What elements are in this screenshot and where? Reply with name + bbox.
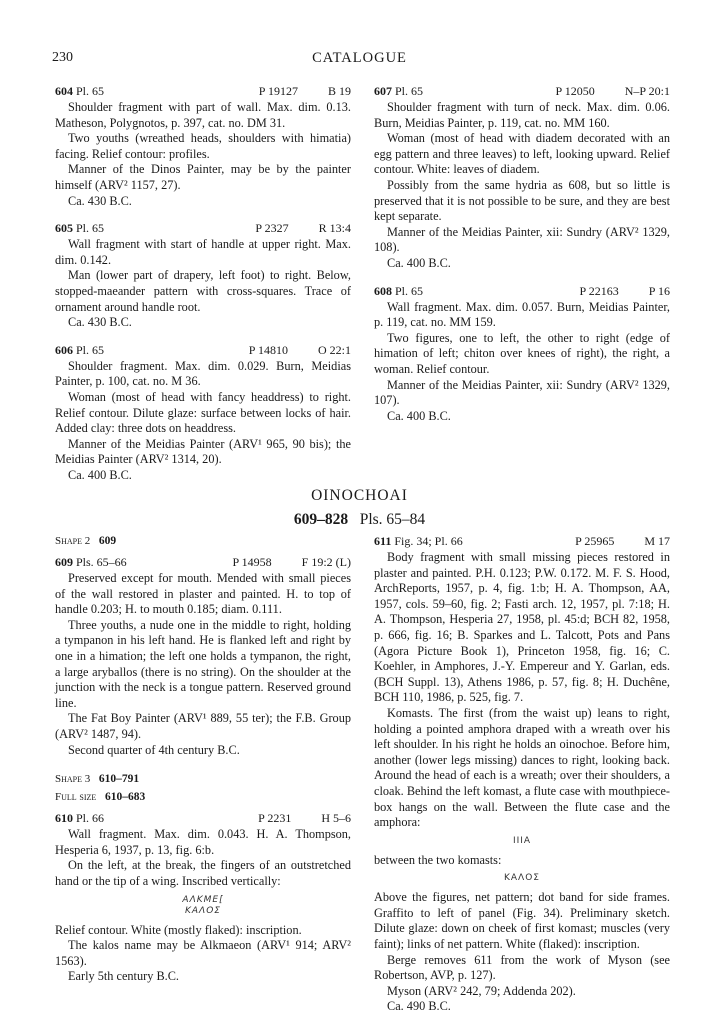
catalogue-entry-606 [55, 343, 351, 484]
shape-2-range: 609 [98, 535, 117, 547]
entry-paragraph: Manner of the Meidias Painter, xii: Sundry (ARV² 1329, 108). [374, 224, 670, 255]
entry-number: 607 [374, 84, 392, 98]
running-head [52, 50, 667, 70]
entry-inventory: P 25965 M 17 [575, 534, 670, 548]
entry-date: Ca. 490 B.C. [387, 999, 451, 1014]
entry-paragraph: On the left, at the break, the fingers of an outstretched hand or the tip of a wing. Inscribed vertically: [55, 858, 351, 888]
entry-plate: Pl. 65 [76, 342, 105, 357]
entry-header [55, 343, 351, 359]
entry-paragraph: Possibly from the same hydria as 608, but so little is preserved that it is not possible to be sure, and they are best kept separate. [374, 177, 670, 224]
section-title: OINOCHOAI [311, 487, 408, 504]
entry-inventory: P 19127 B 19 [258, 84, 351, 98]
entry-date: Ca. 400 B.C. [387, 255, 451, 270]
entry-date: Ca. 400 B.C. [68, 467, 132, 482]
inscription-graffito [55, 895, 351, 917]
inscription-graffito-1: ΙΙΙΑ [512, 835, 532, 846]
entry-number: 611 [374, 534, 392, 548]
catalogue-entry-604 [55, 84, 351, 209]
right-column-top [374, 84, 670, 424]
entry-inventory: P 14958 F 19:2 (L) [232, 555, 351, 569]
entry-paragraph: Man (lower part of drapery, left foot) to right. Below, stopped-maeander pattern with cross-squares. Trace of ornament around handle root. [55, 268, 351, 314]
entry-inventory: P 14810 O 22:1 [248, 342, 351, 357]
entry-inventory: P 12050 N–P 20:1 [555, 84, 670, 98]
entry-plate: Pl. 65 [76, 84, 105, 98]
entry-number: 609 [55, 555, 73, 569]
entry-paragraph: Manner of the Meidias Painter, xii: Sundry (ARV² 1329, 107). [374, 377, 670, 408]
entry-header [55, 84, 351, 100]
entry-paragraph: Wall fragment with start of handle at upper right. Max. dim. 0.142. [55, 237, 351, 267]
entry-611 [374, 534, 670, 1015]
entry-paragraph: Manner of the Meidias Painter (ARV¹ 965, 90 bis); the Meidias Painter (ARV² 1314, 20). [55, 436, 351, 467]
entry-paragraph: Two youths (wreathed heads, shoulders with himatia) facing. Relief contour: profiles. [55, 131, 351, 161]
inscription-line: ΑΛΚΜΕ[ [182, 894, 224, 905]
entry-paragraph: Wall fragment. Max. dim. 0.057. Burn, Meidias Painter, p. 119, cat. no. MM 159. [374, 299, 670, 330]
entry-610 [55, 811, 351, 985]
entry-header [55, 555, 351, 571]
entry-paragraph: Komasts. The first (from the waist up) leans to right, holding a pointed amphora draped with a wreath over his left shoulder. In his right he holds an oinochoe. Before him, another (lower legs missing) dances to right, looking back. Around the head of each is a wreath; over their shoulders, a cloak. Behind the left komast, a flute case with mouthpiece-box hangs on the wall. Between the flute case and the amphora: [374, 705, 670, 830]
inscription-line: ΚΑΛΟΣ [185, 905, 221, 916]
shape-2-label: Shape 2 [55, 535, 91, 547]
section-range [0, 511, 719, 529]
entry-plate: Pl. 65 [395, 84, 424, 98]
entry-609 [55, 555, 351, 758]
entry-paragraph: Relief contour. White (mostly flaked): inscription. [55, 922, 302, 937]
entry-header [55, 221, 351, 237]
entry-plate: Pl. 66 [76, 811, 105, 826]
entry-paragraph: The Fat Boy Painter (ARV¹ 889, 55 ter); the F.B. Group (ARV² 1487, 94). [55, 711, 351, 741]
entry-plate: Fig. 34; Pl. 66 [394, 534, 463, 548]
entry-inventory: P 2231 H 5–6 [258, 811, 351, 826]
entry-header [374, 284, 670, 300]
left-column-top [55, 84, 351, 483]
entry-number: 608 [374, 283, 392, 298]
entry-inventory: P 22163 P 16 [579, 283, 670, 298]
entry-number: 606 [55, 342, 73, 357]
full-size-label: Full size [55, 791, 97, 804]
entry-number: 610 [55, 811, 73, 826]
entry-paragraph: Two figures, one to left, the other to right (edge of himation of left; chiton over knees of right), the right, a woman. Relief contour. [374, 330, 670, 376]
inscription-graffito-2: ΚΑΛΟΣ [504, 873, 540, 884]
shape-3-heading [55, 772, 351, 788]
entry-paragraph: Shoulder fragment with turn of neck. Max. dim. 0.06. Burn, Meidias Painter, p. 119, cat. no. MM 160. [374, 100, 670, 130]
entry-paragraph: Myson (ARV² 242, 79; Addenda 202). [387, 983, 576, 998]
entry-header [374, 84, 670, 100]
entry-paragraph: The kalos name may be Alkmaeon (ARV¹ 914; ARV² 1563). [55, 938, 351, 968]
entry-date: Ca. 400 B.C. [387, 408, 451, 423]
entry-plate: Pls. 65–66 [76, 555, 127, 569]
left-column-bottom [55, 534, 351, 985]
entry-paragraph: Second quarter of 4th century B.C. [68, 742, 240, 757]
entry-plate: Pl. 65 [76, 221, 105, 236]
running-title: CATALOGUE [312, 50, 407, 66]
entry-plate: Pl. 65 [395, 283, 424, 298]
shape-3-label: Shape 3 [55, 773, 91, 786]
entry-paragraph: Body fragment with small missing pieces restored in plaster and painted. P.H. 0.123; P.W. 0.172. M. F. S. Hood, ArchReports, 1957, p. 4, fig. 1:b; H. A. Thompson, AA, 1957, cols. 59–60, fig. 2; Fasti arch. 12, 1957, pl. 7:18; H. A. Thompson, Hesperia 27, 1958, pl. 45:d; BCH 82, 1958, p. 666, fig. 16; B. Sparkes and L. Talcott, Pots and Pans (Agora Picture Book 1), Princeton 1958, fig. 16; C. Koehler, in Amphores, J.-Y. Empereur and Y. Garlan, eds. (BCH Suppl. 13), Athens 1986, p. 57, fig. 8; H. Duchêne, BCH 110, 1986, p. 525, fig. 7. [374, 550, 670, 705]
shape-3-range: 610–791 [98, 773, 140, 786]
entry-paragraph: Above the figures, net pattern; dot band for side frames. Graffito to left of panel (Fig. 34). Preliminary sketch. Dilute glaze: down on cheek of first komast; muscles (very faint); links of net pattern. White (flaked): inscription. [374, 890, 670, 952]
entry-paragraph: Wall fragment. Max. dim. 0.043. H. A. Thompson, Hesperia 6, 1937, p. 13, fig. 6:b. [55, 827, 351, 857]
entry-paragraph: Berge removes 611 from the work of Myson (see Robertson, AVP, p. 127). [374, 952, 670, 983]
full-size-range: 610–683 [104, 791, 146, 804]
catalogue-entry-608 [374, 284, 670, 425]
entry-number: 605 [55, 221, 73, 236]
catalogue-entry-607 [374, 84, 670, 272]
entry-paragraph: Shoulder fragment with part of wall. Max. dim. 0.13. Matheson, Polygnotos, p. 397, cat. no. DM 31. [55, 100, 351, 130]
entry-date: Ca. 430 B.C. [68, 193, 132, 208]
entry-date: Ca. 430 B.C. [68, 315, 132, 330]
entry-inventory: P 2327 R 13:4 [255, 221, 351, 236]
entry-paragraph: Woman (most of head with fancy headdress) to right. Relief contour. Dilute glaze: surface between locks of hair. Added clay: three dots on headdress. [55, 389, 351, 436]
entry-paragraph: Early 5th century B.C. [68, 969, 179, 984]
entry-number: 604 [55, 84, 73, 98]
entry-paragraph: Preserved except for mouth. Mended with small pieces of the wall restored in plaster and painted. H. to top of handle 0.203; H. to mouth 0.185; diam. 0.111. [55, 571, 351, 617]
entry-paragraph: Three youths, a nude one in the middle to right, holding a tympanon in his left hand. He is flanked left and right by one in a himation; the left one holds a tympanon, the right, a large aryballos (there is no string). On the shoulder at the junction with the neck is a tongue pattern. Reserved ground line. [55, 617, 351, 710]
entry-header [374, 534, 670, 550]
entry-paragraph: Shoulder fragment. Max. dim. 0.029. Burn, Meidias Painter, p. 100, cat. no. M 36. [55, 358, 351, 389]
section-range-numbers: 609–828 [293, 511, 349, 528]
entry-header [55, 811, 351, 827]
entry-paragraph: Manner of the Dinos Painter, may be by the painter himself (ARV² 1157, 27). [55, 162, 351, 192]
entry-paragraph: between the two komasts: [374, 852, 502, 867]
page-number: 230 [52, 50, 73, 65]
entry-paragraph: Woman (most of head with diadem decorated with an egg pattern and three leaves) to left, looking upward. Relief contour. White: leaves of diadem. [374, 131, 670, 177]
catalogue-entry-605 [55, 221, 351, 331]
section-plates: Pls. 65–84 [359, 511, 426, 528]
full-size-heading [55, 790, 351, 806]
shape-2-heading [55, 534, 351, 550]
